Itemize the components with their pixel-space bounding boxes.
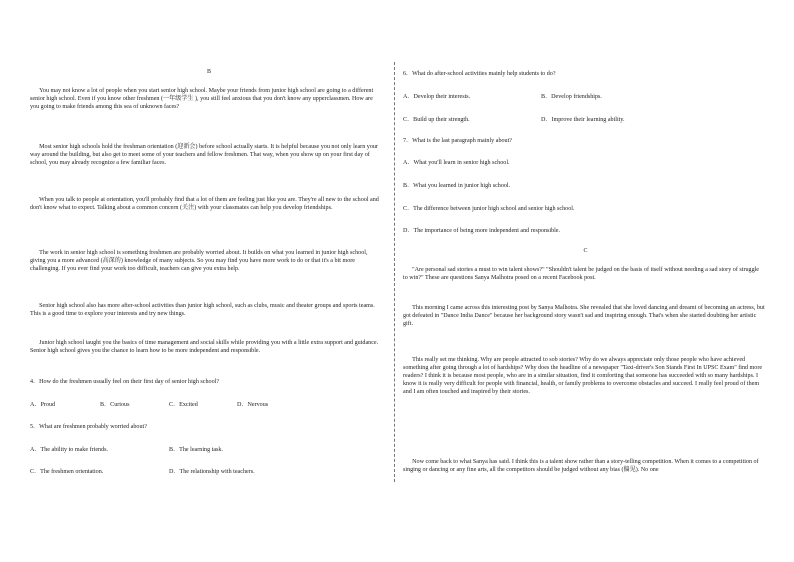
q5-option-b[interactable]: B．The learning task. (169, 447, 223, 453)
passage-b-paragraph-4: The work in senior high school is something freshmen are probably worried about. It builds on what you learned in junior high school, giving you a more advanced (高深的) knowledge of many subjects. So you may find you have more work to do or that it's a bit more challenging. If you ever find your work too difficult, teachers can give you extra help. (30, 250, 368, 272)
q4-option-c[interactable]: C．Excited (169, 402, 198, 408)
q5-option-c[interactable]: C．The freshmen orientation. (30, 469, 104, 475)
passage-b-paragraph-3: When you talk to people at orientation, you'll probably find that a lot of them are feeling just like you are. They're all new to the school and don't know what to expect. Talking about a common concern (关注) with your classmates can help you develop friendships. (30, 197, 379, 211)
q6-option-a[interactable]: A．Develop their interests. (403, 94, 471, 100)
passage-c-paragraph-1: "Are personal sad stories a must to win talent shows?" "Shouldn't talent be judged on the basis of itself without needing a sad story of struggle to win?" These are questions Sanya Malhotra posed on a recent Facebook post. (403, 267, 760, 281)
q7-option-c[interactable]: C．The difference between junior high school and senior high school. (403, 206, 575, 212)
q4-option-b[interactable]: B．Curious (100, 402, 130, 408)
passage-b-paragraph-2: Most senior high schools hold the freshman orientation (迎新会) before school actually starts. It is helpful because you not only learn your way around the building, but also get to meet some of your teachers and fellow freshmen. That way, when you show up on your first day of school, you may already recognize a few familiar faces. (30, 144, 378, 166)
q4-option-a[interactable]: A．Proud (30, 402, 56, 408)
passage-c-paragraph-4: Now come back to what Sanya has said. I think this is a talent show rather than a story-telling competition. When it comes to a competition of singing or dancing or any fine arts, all the competitors should be judged without any bias (偏见). No one (403, 459, 759, 473)
section-heading-c: C (583, 248, 588, 254)
q7-option-a[interactable]: A．What you'll learn in senior high school. (403, 160, 510, 166)
passage-b-paragraph-5: Senior high school also has more after-school activities than junior high school, such as clubs, music and theater groups and sports teams. This is a good time to explore your interests and try new things. (30, 303, 375, 317)
q6-option-b[interactable]: B．Develop friendships. (541, 94, 602, 100)
q4-option-d[interactable]: D．Nervous (237, 402, 269, 408)
q5-option-d[interactable]: D．The relationship with teachers. (169, 469, 255, 475)
passage-c-paragraph-3: This really set me thinking. Why are people attracted to sob stories? Why do we always appreciate only those people who have achieved something after going through a lot of hardships? Why does the headline of a newspaper "Taxi-driver's Son Stands First In UPSC Exam" find more readers? I think it is because most people, who are in a similar situation, find it comforting that someone has succeeded with so many hardships. I know it is really very difficult for people with financial, health, or family problems to overcome obstacles and succeed. I really feel proud of them and I am often touched and inspired by their stories. (403, 357, 763, 395)
section-heading-b: B (206, 69, 211, 75)
q6-option-c[interactable]: C．Build up their strength. (403, 117, 470, 123)
question-7: 7．What is the last paragraph mainly about? (403, 138, 512, 144)
q5-option-a[interactable]: A．The ability to make friends. (30, 447, 109, 453)
passage-b-paragraph-1: You may not know a lot of people when you start senior high school. Maybe your friends from junior high school are going to a different senior high school. Even if you know other freshmen (一年级学生 ), you still feel anxious that you don't know any upperclassmen. How are you going to make friends among this sea of unknown faces? (30, 88, 374, 110)
q7-option-d[interactable]: D．The importance of being more independent and responsible. (403, 228, 561, 234)
question-4: 4．How do the freshmen usually feel on their first day of senior high school? (30, 379, 220, 385)
question-6: 6．What do after-school activities mainly help students to do? (403, 71, 556, 77)
passage-b-paragraph-6: Junior high school taught you the basics of time management and social skills while providing you with a little extra support and guidance. Senior high school gives you the chance to learn how to be more independent and responsible. (30, 340, 379, 354)
question-5: 5．What are freshmen probably worried about? (30, 424, 147, 430)
q7-option-b[interactable]: B．What you learned in junior high school. (403, 183, 511, 189)
column-divider (394, 62, 395, 482)
passage-c-paragraph-2: This morning I came across this interesting post by Sanya Malhotra. She revealed that she loved dancing and dreamt of becoming an actress, but got defeated in "Dance India Dance" because her background story wasn't sad and inspiring enough. That's when she started doubting her artistic gift. (403, 305, 765, 327)
q6-option-d[interactable]: D．Improve their learning ability. (541, 117, 625, 123)
